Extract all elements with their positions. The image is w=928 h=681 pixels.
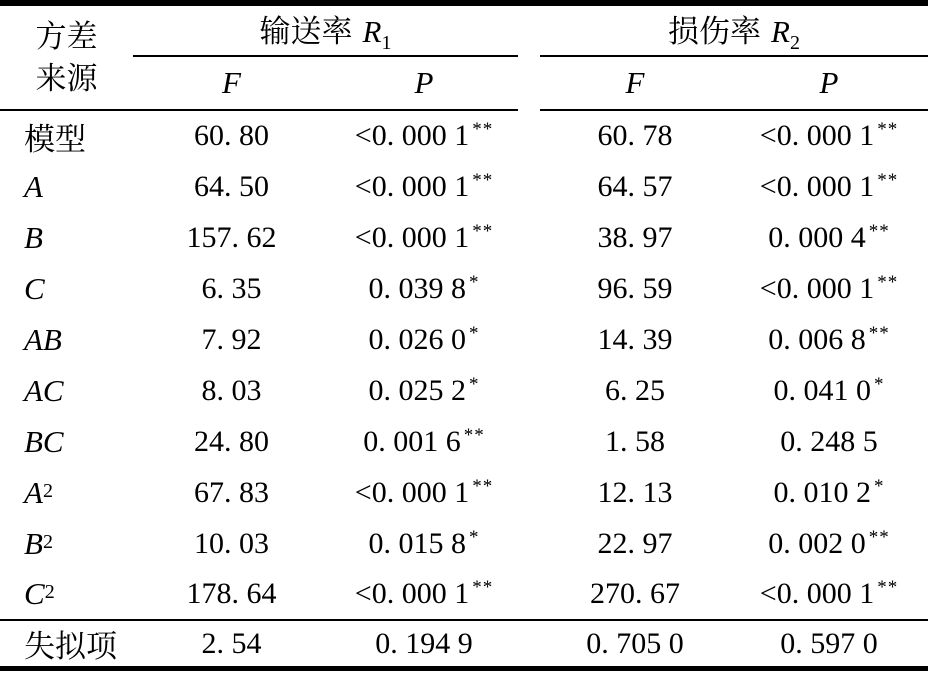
cell-r2-f: 270. 67 (590, 577, 680, 611)
cell-r1-p: 0. 039 8 * (368, 271, 480, 305)
cell-r1-p: <0. 000 1 ** (354, 475, 494, 509)
cell-footer-r1-f: 2. 54 (133, 620, 330, 669)
column-gap (518, 518, 540, 569)
column-gap (518, 161, 540, 212)
cell-r1-f: 178. 64 (186, 577, 277, 611)
header-subcolumn-row (0, 56, 928, 110)
cell-r2-p: 0. 041 0 * (773, 373, 885, 407)
cell-r1-f: 6. 35 (201, 271, 262, 305)
cell-r1-p: 0. 025 2 * (368, 373, 480, 407)
cell-r2-p: 0. 010 2 * (773, 475, 885, 509)
table-row (0, 263, 928, 314)
row-label: $B^2$ (24, 525, 53, 561)
column-gap (518, 620, 540, 669)
header-group-row (0, 3, 928, 56)
column-gap (518, 467, 540, 518)
cell-r2-p: 0. 002 0 ** (768, 526, 890, 560)
cell-footer-r1-p: 0. 194 9 (330, 620, 518, 669)
table-row (0, 161, 928, 212)
cell-r2-f: 12. 13 (597, 475, 673, 509)
cell-r2-f: 60. 78 (597, 119, 673, 153)
group1-symbol: R (362, 14, 382, 49)
col-header-r2-f: F (540, 56, 730, 110)
cell-r1-p: 0. 015 8 * (368, 526, 480, 560)
cell-r1-p: <0. 000 1 ** (354, 169, 494, 203)
table-row (0, 467, 928, 518)
table-row (0, 365, 928, 416)
row-label: A (24, 168, 43, 204)
cell-r2-f: 6. 25 (605, 373, 665, 407)
group-header-damage-rate (540, 3, 928, 56)
cell-r1-f: 157. 62 (186, 220, 277, 254)
table-body (0, 110, 928, 620)
table-row (0, 518, 928, 569)
cell-r1-f: 10. 03 (194, 526, 269, 560)
col-header-r1-p: P (330, 56, 518, 110)
cell-r2-p: <0. 000 1 ** (759, 169, 899, 203)
cell-r2-p: 0. 006 8 ** (768, 322, 890, 356)
row-label: BC (24, 423, 64, 459)
row-label: 模型 (24, 121, 86, 157)
cell-r2-p: <0. 000 1 ** (759, 271, 899, 305)
table-header (0, 3, 928, 110)
row-label: B (24, 219, 43, 255)
group2-title: 损伤率 (668, 14, 762, 49)
cell-r2-p: 0. 000 4 ** (768, 220, 890, 254)
cell-r2-f: 96. 59 (597, 271, 673, 305)
column-gap (518, 314, 540, 365)
cell-r2-p: 0. 248 5 (780, 424, 878, 458)
col-header-r1-f: F (133, 56, 330, 110)
cell-r2-p: <0. 000 1 ** (759, 119, 899, 153)
cell-footer-r2-f: 0. 705 0 (540, 620, 730, 669)
row-label: AB (24, 321, 62, 357)
cell-r1-p: 0. 001 6 ** (363, 424, 485, 458)
column-gap (518, 263, 540, 314)
cell-r1-p: <0. 000 1 ** (354, 220, 494, 254)
group2-symbol: R (771, 14, 790, 49)
cell-footer-r2-p: 0. 597 0 (730, 620, 928, 669)
table-row (0, 110, 928, 161)
cell-r1-f: 8. 03 (201, 373, 262, 407)
cell-r2-f: 14. 39 (597, 322, 673, 356)
cell-r2-f: 1. 58 (605, 424, 665, 458)
row-label: $A^2$ (24, 474, 53, 510)
variance-source-header (0, 3, 133, 110)
cell-r2-f: 38. 97 (597, 220, 673, 254)
cell-r1-f: 67. 83 (194, 475, 269, 509)
table-row (0, 212, 928, 263)
column-gap (518, 569, 540, 620)
table-row (0, 569, 928, 620)
cell-r1-f: 7. 92 (201, 322, 262, 356)
row-label: C (24, 270, 45, 306)
table-footer (0, 620, 928, 669)
cell-r1-f: 64. 50 (194, 169, 269, 203)
group-header-transport-rate (133, 3, 518, 56)
lack-of-fit-row (0, 620, 928, 669)
column-gap (518, 110, 540, 161)
col-header-r2-p: P (730, 56, 928, 110)
cell-r1-p: 0. 026 0 * (368, 322, 480, 356)
cell-r2-p: <0. 000 1 ** (759, 577, 899, 611)
group1-title: 输送率 (259, 14, 353, 49)
cell-r2-f: 64. 57 (597, 169, 673, 203)
row-label: AC (24, 372, 64, 408)
variance-source-line2: 来源 (35, 60, 98, 96)
column-gap (518, 416, 540, 467)
column-gap (518, 365, 540, 416)
column-gap (518, 212, 540, 263)
column-gap (518, 3, 540, 110)
row-label-lack-of-fit: 失拟项 (0, 620, 133, 669)
cell-r2-f: 22. 97 (597, 526, 673, 560)
cell-r1-p: <0. 000 1 ** (354, 119, 494, 153)
table-row (0, 314, 928, 365)
row-label: $C^2$ (24, 576, 55, 612)
variance-source-line1: 方差 (35, 18, 98, 54)
cell-r1-f: 24. 80 (194, 424, 269, 458)
cell-r1-p: <0. 000 1 ** (354, 577, 494, 611)
table-row (0, 416, 928, 467)
group2-subscript: 2 (789, 32, 800, 55)
group1-subscript: 1 (381, 32, 392, 55)
cell-r1-f: 60. 80 (194, 119, 269, 153)
